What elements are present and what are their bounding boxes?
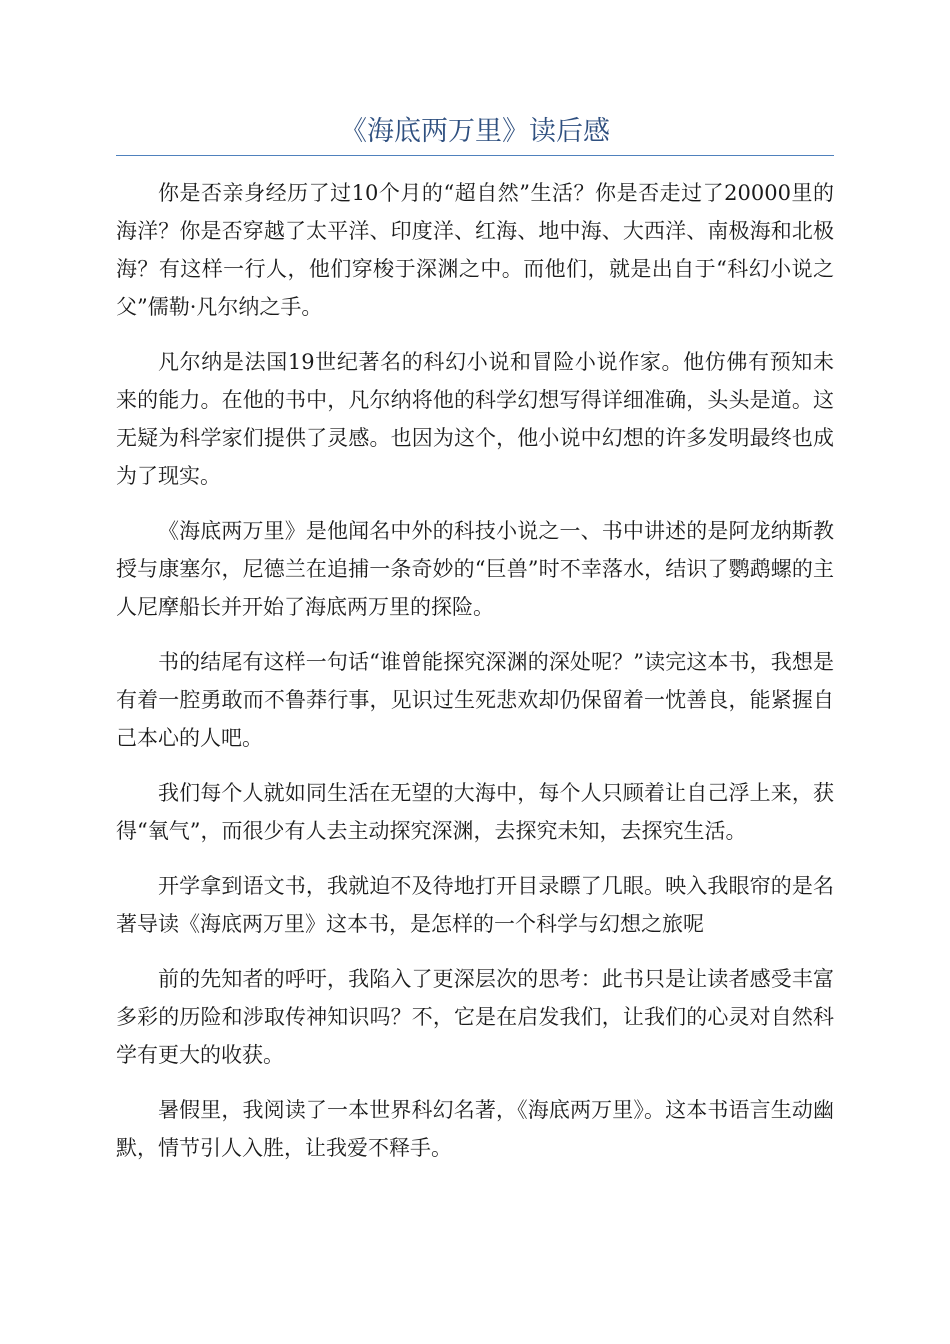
paragraph-1: 你是否亲身经历了过10个月的“超自然”生活？你是否走过了20000里的海洋？你是否穿越了太平洋、印度洋、红海、地中海、大西洋、南极海和北极海？有这样一行人，他们穿梭于深渊之中。而他们，就是出自于“科幻小说之父”儒勒·凡尔纳之手。 (116, 181, 834, 319)
paragraph-8: 暑假里，我阅读了一本世界科幻名著，《海底两万里》。这本书语言生动幽默，情节引人入胜，让我爱不释手。 (116, 1098, 834, 1160)
paragraph-7: 前的先知者的呼吁，我陷入了更深层次的思考：此书只是让读者感受丰富多彩的历险和涉取传神知识吗？不，它是在启发我们，让我们的心灵对自然科学有更大的收获。 (116, 967, 834, 1067)
document-title: 《海底两万里》读后感 (340, 116, 610, 147)
paragraph-6: 开学拿到语文书，我就迫不及待地打开目录瞟了几眼。映入我眼帘的是名著导读《海底两万里》这本书，是怎样的一个科学与幻想之旅呢 (116, 874, 834, 936)
title-underline (116, 155, 834, 156)
paragraph-5: 我们每个人就如同生活在无望的大海中，每个人只顾着让自己浮上来，获得“氧气”，而很少有人去主动探究深渊，去探究未知，去探究生活。 (116, 781, 834, 843)
paragraph-3: 《海底两万里》是他闻名中外的科技小说之一、书中讲述的是阿龙纳斯教授与康塞尔，尼德兰在追捕一条奇妙的“巨兽”时不幸落水，结识了鹦鹉螺的主人尼摩船长并开始了海底两万里的探险。 (116, 519, 834, 619)
paragraph-2: 凡尔纳是法国19世纪著名的科幻小说和冒险小说作家。他仿佛有预知未来的能力。在他的书中，凡尔纳将他的科学幻想写得详细准确，头头是道。这无疑为科学家们提供了灵感。也因为这个，他小说中幻想的许多发明最终也成为了现实。 (116, 350, 834, 488)
document-body (116, 174, 834, 1184)
paragraph-4: 书的结尾有这样一句话“谁曾能探究深渊的深处呢？”读完这本书，我想是有着一腔勇敢而不鲁莽行事，见识过生死悲欢却仍保留着一忱善良，能紧握自己本心的人吧。 (116, 650, 834, 750)
